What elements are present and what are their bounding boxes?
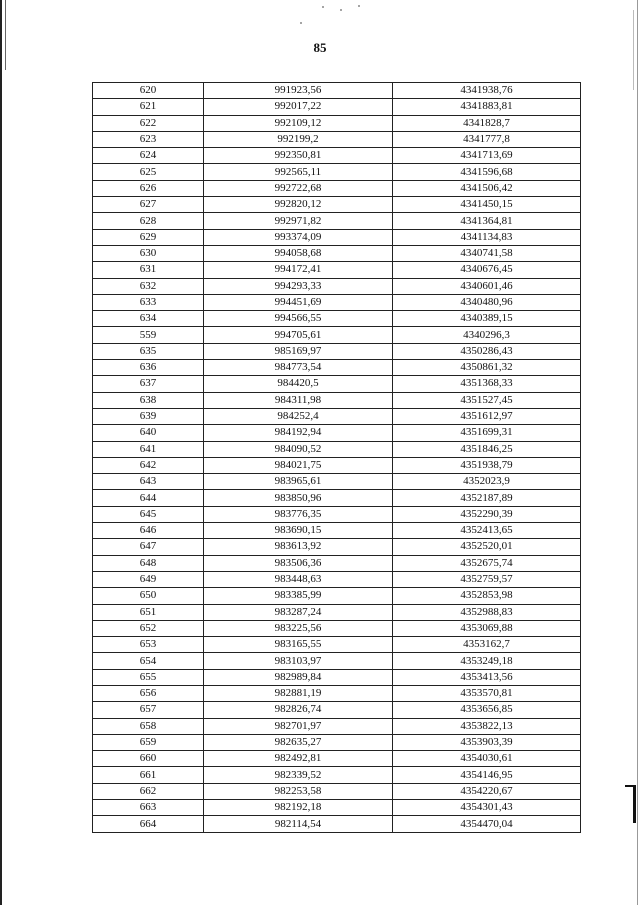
point-number-cell: 650 (93, 588, 204, 604)
table-row (93, 800, 581, 816)
x-coordinate-cell: 982253,58 (204, 783, 393, 799)
y-coordinate-cell: 4341777,8 (393, 131, 581, 147)
table-row (93, 816, 581, 832)
x-coordinate-cell: 994293,33 (204, 278, 393, 294)
y-coordinate-cell: 4354301,43 (393, 800, 581, 816)
table-row (93, 343, 581, 359)
table-row (93, 99, 581, 115)
x-coordinate-cell: 994058,68 (204, 245, 393, 261)
y-coordinate-cell: 4352988,83 (393, 604, 581, 620)
table-row (93, 588, 581, 604)
y-coordinate-cell: 4351612,97 (393, 408, 581, 424)
y-coordinate-cell: 4351527,45 (393, 392, 581, 408)
y-coordinate-cell: 4354220,67 (393, 783, 581, 799)
table-row (93, 685, 581, 701)
x-coordinate-cell: 982826,74 (204, 702, 393, 718)
x-coordinate-cell: 992199,2 (204, 131, 393, 147)
point-number-cell: 644 (93, 490, 204, 506)
x-coordinate-cell: 982114,54 (204, 816, 393, 832)
table-row (93, 360, 581, 376)
x-coordinate-cell: 984021,75 (204, 457, 393, 473)
point-number-cell: 654 (93, 653, 204, 669)
y-coordinate-cell: 4352290,39 (393, 506, 581, 522)
x-coordinate-cell: 983225,56 (204, 620, 393, 636)
y-coordinate-cell: 4351938,79 (393, 457, 581, 473)
x-coordinate-cell: 992350,81 (204, 148, 393, 164)
y-coordinate-cell: 4352520,01 (393, 539, 581, 555)
y-coordinate-cell: 4341938,76 (393, 83, 581, 99)
point-number-cell: 653 (93, 637, 204, 653)
table-row (93, 131, 581, 147)
table-row (93, 245, 581, 261)
y-coordinate-cell: 4352187,89 (393, 490, 581, 506)
y-coordinate-cell: 4353249,18 (393, 653, 581, 669)
point-number-cell: 623 (93, 131, 204, 147)
scan-speck (300, 22, 302, 24)
point-number-cell: 622 (93, 115, 204, 131)
point-number-cell: 626 (93, 180, 204, 196)
point-number-cell: 648 (93, 555, 204, 571)
coordinates-table (92, 82, 581, 833)
table-row (93, 408, 581, 424)
table-row (93, 653, 581, 669)
scan-right-edge (637, 0, 638, 905)
table-row (93, 311, 581, 327)
point-number-cell: 620 (93, 83, 204, 99)
table-row (93, 767, 581, 783)
x-coordinate-cell: 992971,82 (204, 213, 393, 229)
x-coordinate-cell: 992017,22 (204, 99, 393, 115)
y-coordinate-cell: 4340601,46 (393, 278, 581, 294)
point-number-cell: 661 (93, 767, 204, 783)
x-coordinate-cell: 984252,4 (204, 408, 393, 424)
y-coordinate-cell: 4340389,15 (393, 311, 581, 327)
y-coordinate-cell: 4341828,7 (393, 115, 581, 131)
x-coordinate-cell: 994566,55 (204, 311, 393, 327)
table-row (93, 734, 581, 750)
y-coordinate-cell: 4352023,9 (393, 474, 581, 490)
table-row (93, 376, 581, 392)
point-number-cell: 660 (93, 751, 204, 767)
table-row (93, 457, 581, 473)
coordinates-table-body (93, 83, 581, 833)
scan-speck (322, 6, 324, 8)
table-row (93, 294, 581, 310)
point-number-cell: 635 (93, 343, 204, 359)
page-number: 85 (313, 40, 327, 55)
y-coordinate-cell: 4341506,42 (393, 180, 581, 196)
point-number-cell: 663 (93, 800, 204, 816)
x-coordinate-cell: 983506,36 (204, 555, 393, 571)
table-row (93, 571, 581, 587)
table-row (93, 229, 581, 245)
y-coordinate-cell: 4354030,61 (393, 751, 581, 767)
table-row (93, 490, 581, 506)
y-coordinate-cell: 4340480,96 (393, 294, 581, 310)
point-number-cell: 647 (93, 539, 204, 555)
point-number-cell: 628 (93, 213, 204, 229)
y-coordinate-cell: 4352853,98 (393, 588, 581, 604)
point-number-cell: 638 (93, 392, 204, 408)
y-coordinate-cell: 4351699,31 (393, 425, 581, 441)
point-number-cell: 645 (93, 506, 204, 522)
y-coordinate-cell: 4350286,43 (393, 343, 581, 359)
point-number-cell: 627 (93, 197, 204, 213)
point-number-cell: 630 (93, 245, 204, 261)
y-coordinate-cell: 4354470,04 (393, 816, 581, 832)
x-coordinate-cell: 994172,41 (204, 262, 393, 278)
x-coordinate-cell: 982881,19 (204, 685, 393, 701)
x-coordinate-cell: 983287,24 (204, 604, 393, 620)
point-number-cell: 658 (93, 718, 204, 734)
point-number-cell: 629 (93, 229, 204, 245)
point-number-cell: 637 (93, 376, 204, 392)
x-coordinate-cell: 983965,61 (204, 474, 393, 490)
point-number-cell: 641 (93, 441, 204, 457)
point-number-cell: 625 (93, 164, 204, 180)
x-coordinate-cell: 994705,61 (204, 327, 393, 343)
table-row (93, 539, 581, 555)
table-row (93, 180, 581, 196)
x-coordinate-cell: 992820,12 (204, 197, 393, 213)
x-coordinate-cell: 982989,84 (204, 669, 393, 685)
y-coordinate-cell: 4353656,85 (393, 702, 581, 718)
point-number-cell: 649 (93, 571, 204, 587)
point-number-cell: 639 (93, 408, 204, 424)
y-coordinate-cell: 4353413,56 (393, 669, 581, 685)
table-row (93, 441, 581, 457)
table-row (93, 783, 581, 799)
x-coordinate-cell: 983850,96 (204, 490, 393, 506)
y-coordinate-cell: 4341883,81 (393, 99, 581, 115)
y-coordinate-cell: 4352759,57 (393, 571, 581, 587)
point-number-cell: 634 (93, 311, 204, 327)
x-coordinate-cell: 982635,27 (204, 734, 393, 750)
table-row (93, 148, 581, 164)
x-coordinate-cell: 982192,18 (204, 800, 393, 816)
y-coordinate-cell: 4351368,33 (393, 376, 581, 392)
table-row (93, 555, 581, 571)
y-coordinate-cell: 4352413,65 (393, 523, 581, 539)
table-row (93, 213, 581, 229)
scan-bracket-mark (625, 785, 636, 823)
y-coordinate-cell: 4340741,58 (393, 245, 581, 261)
table-row (93, 604, 581, 620)
y-coordinate-cell: 4341713,69 (393, 148, 581, 164)
table-row (93, 164, 581, 180)
x-coordinate-cell: 984090,52 (204, 441, 393, 457)
y-coordinate-cell: 4340296,3 (393, 327, 581, 343)
table-row (93, 620, 581, 636)
point-number-cell: 640 (93, 425, 204, 441)
y-coordinate-cell: 4353903,39 (393, 734, 581, 750)
x-coordinate-cell: 984420,5 (204, 376, 393, 392)
y-coordinate-cell: 4353570,81 (393, 685, 581, 701)
point-number-cell: 559 (93, 327, 204, 343)
y-coordinate-cell: 4353069,88 (393, 620, 581, 636)
x-coordinate-cell: 983165,55 (204, 637, 393, 653)
point-number-cell: 643 (93, 474, 204, 490)
point-number-cell: 632 (93, 278, 204, 294)
table-row (93, 474, 581, 490)
table-row (93, 327, 581, 343)
x-coordinate-cell: 992109,12 (204, 115, 393, 131)
y-coordinate-cell: 4340676,45 (393, 262, 581, 278)
y-coordinate-cell: 4354146,95 (393, 767, 581, 783)
x-coordinate-cell: 983448,63 (204, 571, 393, 587)
point-number-cell: 624 (93, 148, 204, 164)
y-coordinate-cell: 4351846,25 (393, 441, 581, 457)
y-coordinate-cell: 4353822,13 (393, 718, 581, 734)
table-row (93, 751, 581, 767)
x-coordinate-cell: 991923,56 (204, 83, 393, 99)
point-number-cell: 642 (93, 457, 204, 473)
point-number-cell: 662 (93, 783, 204, 799)
y-coordinate-cell: 4341450,15 (393, 197, 581, 213)
point-number-cell: 659 (93, 734, 204, 750)
table-row (93, 506, 581, 522)
point-number-cell: 664 (93, 816, 204, 832)
table-row (93, 115, 581, 131)
table-row (93, 197, 581, 213)
table-row (93, 425, 581, 441)
y-coordinate-cell: 4341134,83 (393, 229, 581, 245)
x-coordinate-cell: 982339,52 (204, 767, 393, 783)
point-number-cell: 631 (93, 262, 204, 278)
x-coordinate-cell: 982701,97 (204, 718, 393, 734)
x-coordinate-cell: 982492,81 (204, 751, 393, 767)
scan-left-edge (0, 0, 2, 905)
x-coordinate-cell: 983385,99 (204, 588, 393, 604)
y-coordinate-cell: 4353162,7 (393, 637, 581, 653)
scan-speck (340, 9, 342, 11)
scan-speck (358, 5, 360, 7)
x-coordinate-cell: 992565,11 (204, 164, 393, 180)
x-coordinate-cell: 984311,98 (204, 392, 393, 408)
x-coordinate-cell: 983613,92 (204, 539, 393, 555)
point-number-cell: 633 (93, 294, 204, 310)
point-number-cell: 646 (93, 523, 204, 539)
table-row (93, 523, 581, 539)
y-coordinate-cell: 4341364,81 (393, 213, 581, 229)
x-coordinate-cell: 993374,09 (204, 229, 393, 245)
x-coordinate-cell: 994451,69 (204, 294, 393, 310)
scan-left-mark (5, 0, 6, 70)
y-coordinate-cell: 4352675,74 (393, 555, 581, 571)
table-row (93, 262, 581, 278)
point-number-cell: 652 (93, 620, 204, 636)
x-coordinate-cell: 992722,68 (204, 180, 393, 196)
point-number-cell: 651 (93, 604, 204, 620)
table-row (93, 392, 581, 408)
x-coordinate-cell: 983690,15 (204, 523, 393, 539)
x-coordinate-cell: 984192,94 (204, 425, 393, 441)
table-row (93, 669, 581, 685)
x-coordinate-cell: 984773,54 (204, 360, 393, 376)
point-number-cell: 621 (93, 99, 204, 115)
x-coordinate-cell: 983776,35 (204, 506, 393, 522)
y-coordinate-cell: 4341596,68 (393, 164, 581, 180)
point-number-cell: 636 (93, 360, 204, 376)
point-number-cell: 657 (93, 702, 204, 718)
x-coordinate-cell: 985169,97 (204, 343, 393, 359)
point-number-cell: 656 (93, 685, 204, 701)
x-coordinate-cell: 983103,97 (204, 653, 393, 669)
table-row (93, 637, 581, 653)
table-row (93, 702, 581, 718)
table-row (93, 718, 581, 734)
point-number-cell: 655 (93, 669, 204, 685)
y-coordinate-cell: 4350861,32 (393, 360, 581, 376)
table-row (93, 83, 581, 99)
table-row (93, 278, 581, 294)
